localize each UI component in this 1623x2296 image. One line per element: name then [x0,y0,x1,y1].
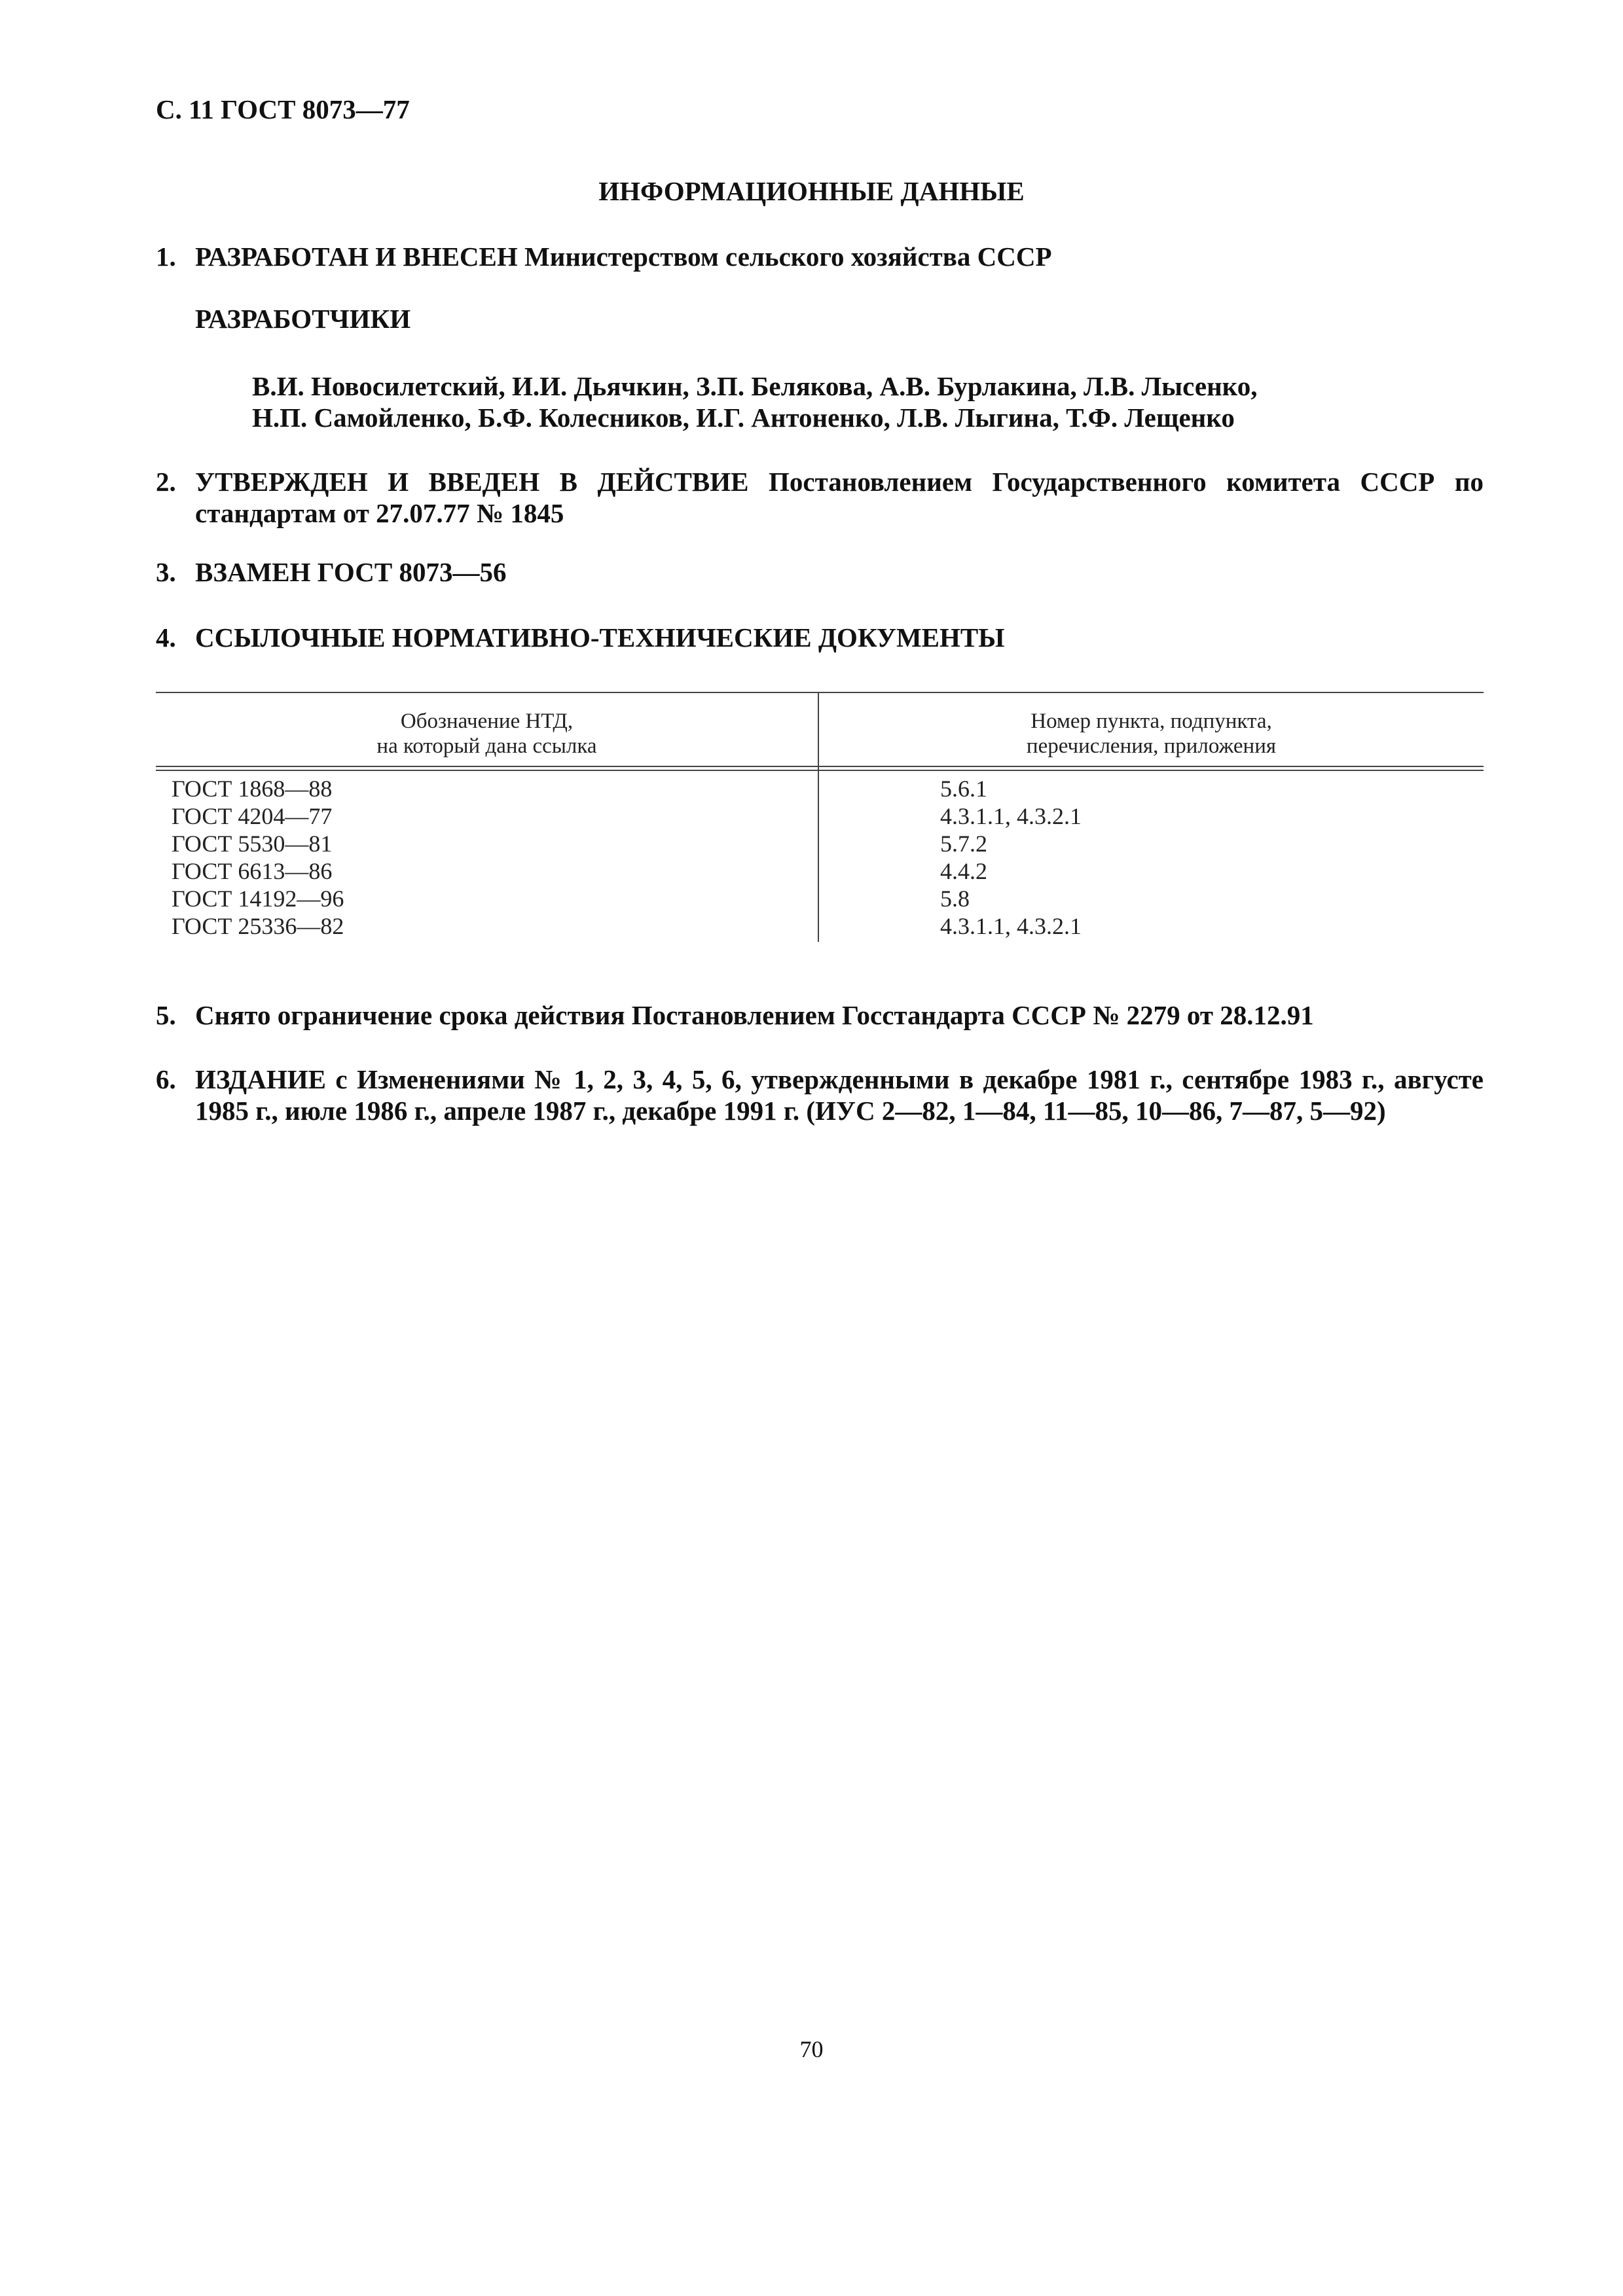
table-cell: 4.3.1.1, 4.3.2.1 [940,803,1082,829]
page-number: 70 [799,2036,824,2062]
table-column-refs [940,775,1082,940]
item-number: 4. [156,622,176,653]
item-text: Министерством сельского хозяйства СССР [517,242,1052,272]
table-cell: ГОСТ 1868—88 [172,776,333,802]
item-lead: ССЫЛОЧНЫЕ НОРМАТИВНО-ТЕХНИЧЕСКИЕ ДОКУМЕНТЫ [195,622,1005,653]
page-header: С. 11 ГОСТ 8073—77 [156,94,410,124]
table-header-cell: Обозначение НТД, на который дана ссылка [376,709,597,758]
item-number: 2. [156,467,176,497]
item-number: 3. [156,557,176,587]
table-cell: ГОСТ 14192—96 [172,886,344,912]
table-header-cell: Номер пункта, подпункта, перечисления, приложения [1026,709,1277,758]
table-cell: 4.4.2 [940,858,987,884]
item-lead: ВЗАМЕН ГОСТ 8073—56 [195,557,507,587]
info-item-5 [156,999,1484,1031]
info-item-4 [156,622,1484,653]
info-item-6 [156,1064,1484,1126]
item-number: 5. [156,1000,176,1030]
table-header-rule [156,766,1484,767]
info-item-1 [156,241,1484,272]
table-cell: 5.8 [940,886,970,912]
item-number: 6. [156,1064,176,1094]
item-text: Снято ограничение срока действия Постановлением Госстандарта СССР № 2279 от 28.12.91 [195,1000,1314,1030]
table-header-rule [156,770,1484,771]
table-cell: ГОСТ 25336—82 [172,913,344,939]
info-item-2 [156,466,1484,529]
item-lead: РАЗРАБОТАН И ВНЕСЕН [195,242,518,272]
item-lead: УТВЕРЖДЕН И ВВЕДЕН В ДЕЙСТВИЕ [195,467,749,497]
page-title: ИНФОРМАЦИОННЫЕ ДАННЫЕ [598,176,1025,206]
table-top-rule [156,692,1484,693]
table-cell: 4.3.1.1, 4.3.2.1 [940,913,1082,939]
developers-heading: РАЗРАБОТЧИКИ [195,304,411,334]
table-cell: ГОСТ 4204—77 [172,803,333,829]
item-number: 1. [156,242,176,272]
developers-line: В.И. Новосилетский, И.И. Дьячкин, З.П. Белякова, А.В. Бурлакина, Л.В. Лысенко, [252,371,1258,401]
item-lead: ИЗДАНИЕ [195,1064,326,1094]
info-item-3 [156,556,1484,588]
item-text: Постановлением Государственного комитета СССР по стандартам от 27.07.77 № 1845 [195,467,1484,528]
table-cell: ГОСТ 5530—81 [172,831,333,857]
table-cell: 5.7.2 [940,831,987,857]
developers-line: Н.П. Самойленко, Б.Ф. Колесников, И.Г. Антоненко, Л.В. Лыгина, Т.Ф. Лещенко [252,403,1235,433]
table-cell: 5.6.1 [940,776,987,802]
table-cell: ГОСТ 6613—86 [172,858,333,884]
table-column-docs [172,775,344,940]
item-text: с Изменениями № 1, 2, 3, 4, 5, 6, утвержденными в декабре 1981 г., сентябре 1983 г., августе 1985 г., июле 1986 г., апреле 1987 г., декабре 1991 г. (ИУС 2—82, 1—84, 11—85, 10—86, 7—87, 5—92) [195,1064,1484,1126]
